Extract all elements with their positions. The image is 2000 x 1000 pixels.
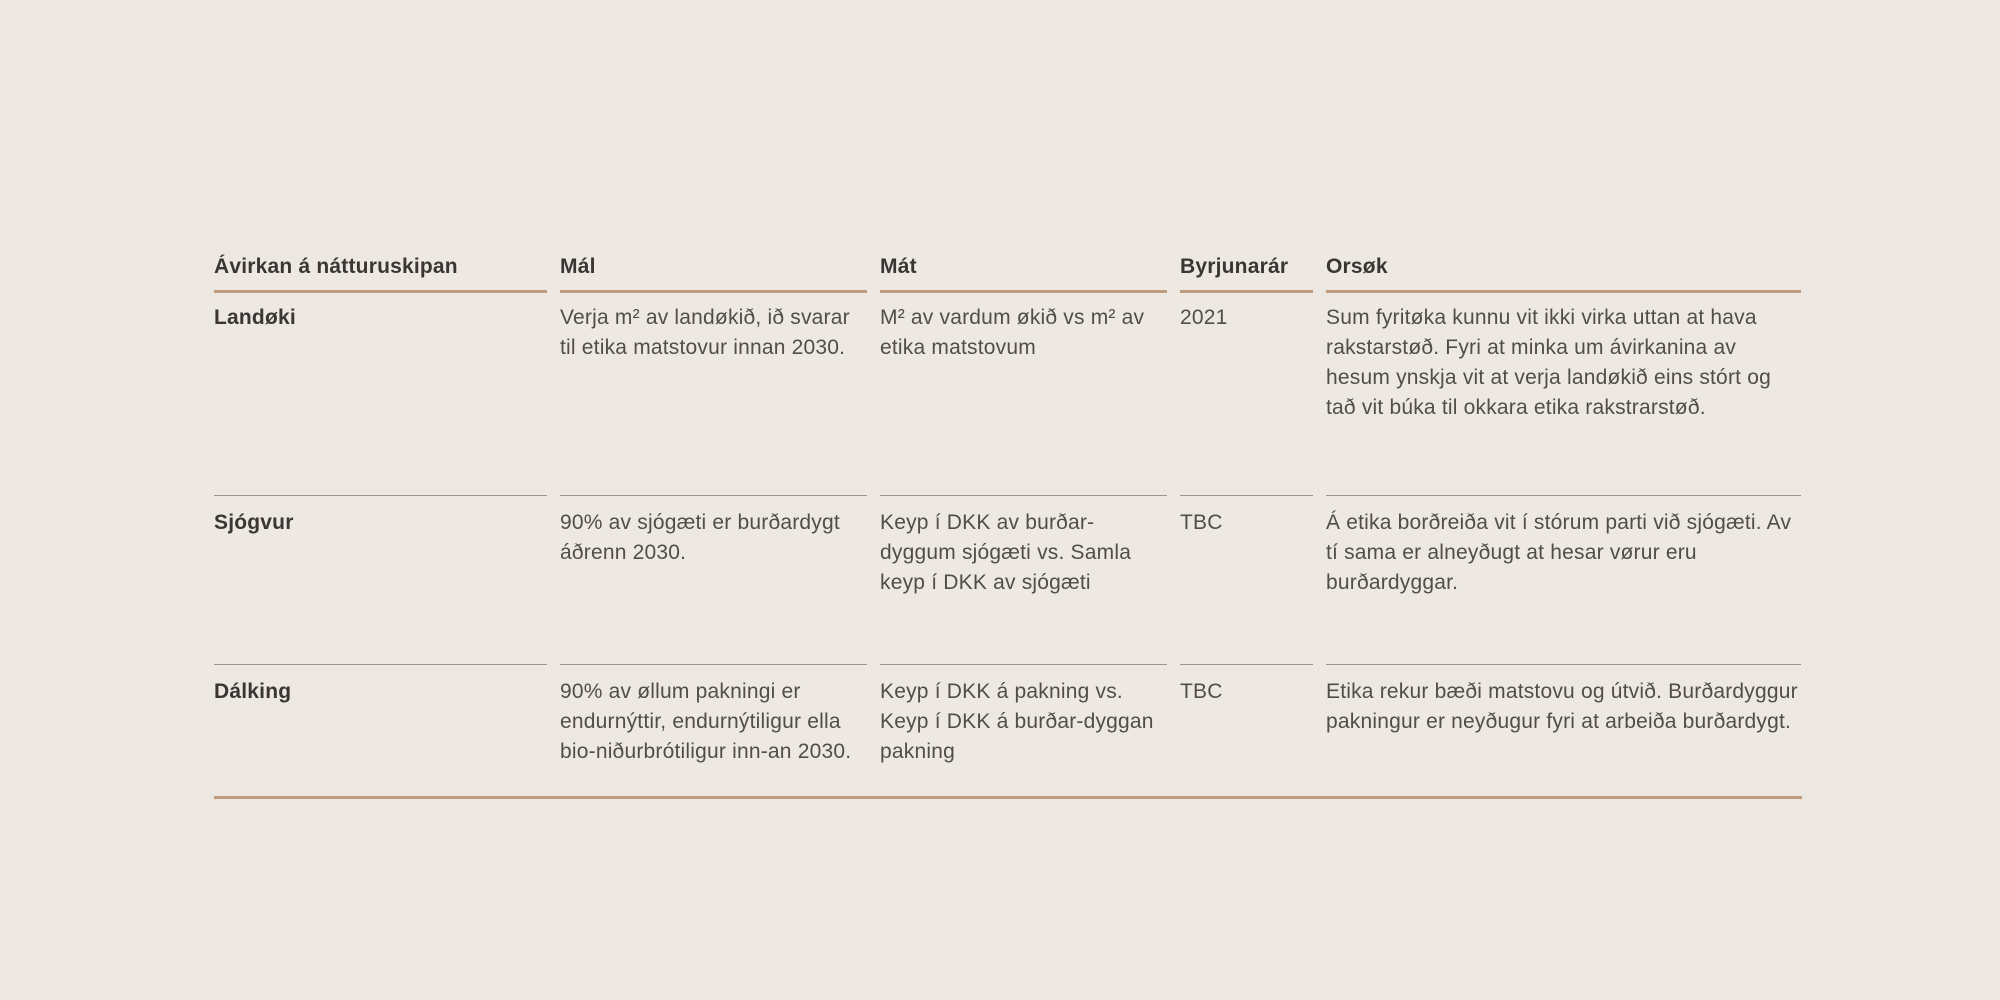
table-row bbox=[214, 664, 1802, 796]
table-row bbox=[214, 495, 1802, 664]
row-label: Landøki bbox=[214, 306, 296, 329]
header-reason: Orsøk bbox=[1326, 250, 1801, 293]
reason-cell: Á etika borðreiða vit í stórum parti við sjógæti. Av tí sama er alneyðugt at hesar vørur eru burðardyggar. bbox=[1326, 495, 1801, 664]
table-bottom-divider bbox=[214, 796, 1802, 799]
header-goal: Mál bbox=[560, 250, 867, 293]
header-impact: Ávirkan á nátturuskipan bbox=[214, 250, 547, 293]
row-label: Dálking bbox=[214, 664, 547, 796]
start-year-cell: TBC bbox=[1180, 664, 1313, 796]
table-row bbox=[214, 293, 1802, 495]
start-year-cell: 2021 bbox=[1180, 306, 1228, 329]
row-label: Sjógvur bbox=[214, 495, 547, 664]
header-measure: Mát bbox=[880, 250, 1167, 293]
measure-cell: Keyp í DKK av burðar-dyggum sjógæti vs. Samla keyp í DKK av sjógæti bbox=[880, 495, 1167, 664]
reason-cell: Sum fyritøka kunnu vit ikki virka uttan at hava rakstarstøð. Fyri at minka um ávirkanina av hesum ynskja vit at verja landøkið eins stórt og tað vit búka til okkara etika rakstrarstøð. bbox=[1326, 306, 1771, 419]
goal-cell: Verja m² av landøkið, ið svarar til etika matstovur innan 2030. bbox=[560, 306, 850, 359]
measure-cell: Keyp í DKK á pakning vs. Keyp í DKK á burðar-dyggan pakning bbox=[880, 664, 1167, 796]
start-year-cell: TBC bbox=[1180, 495, 1313, 664]
measure-cell: M² av vardum økið vs m² av etika matstovum bbox=[880, 306, 1145, 359]
table-header-row bbox=[214, 250, 1802, 293]
goal-cell: 90% av sjógæti er burðardygt áðrenn 2030. bbox=[560, 495, 867, 664]
header-start-year: Byrjunarár bbox=[1180, 250, 1313, 293]
reason-cell: Etika rekur bæði matstovu og útvið. Burðardyggur pakningur er neyðugur fyri at arbeiða burðardygt. bbox=[1326, 664, 1801, 796]
goal-cell: 90% av øllum pakningi er endurnýttir, endurnýtiligur ella bio-niðurbrótiligur inn-an 2030. bbox=[560, 664, 867, 796]
nature-impact-table bbox=[214, 250, 1802, 799]
